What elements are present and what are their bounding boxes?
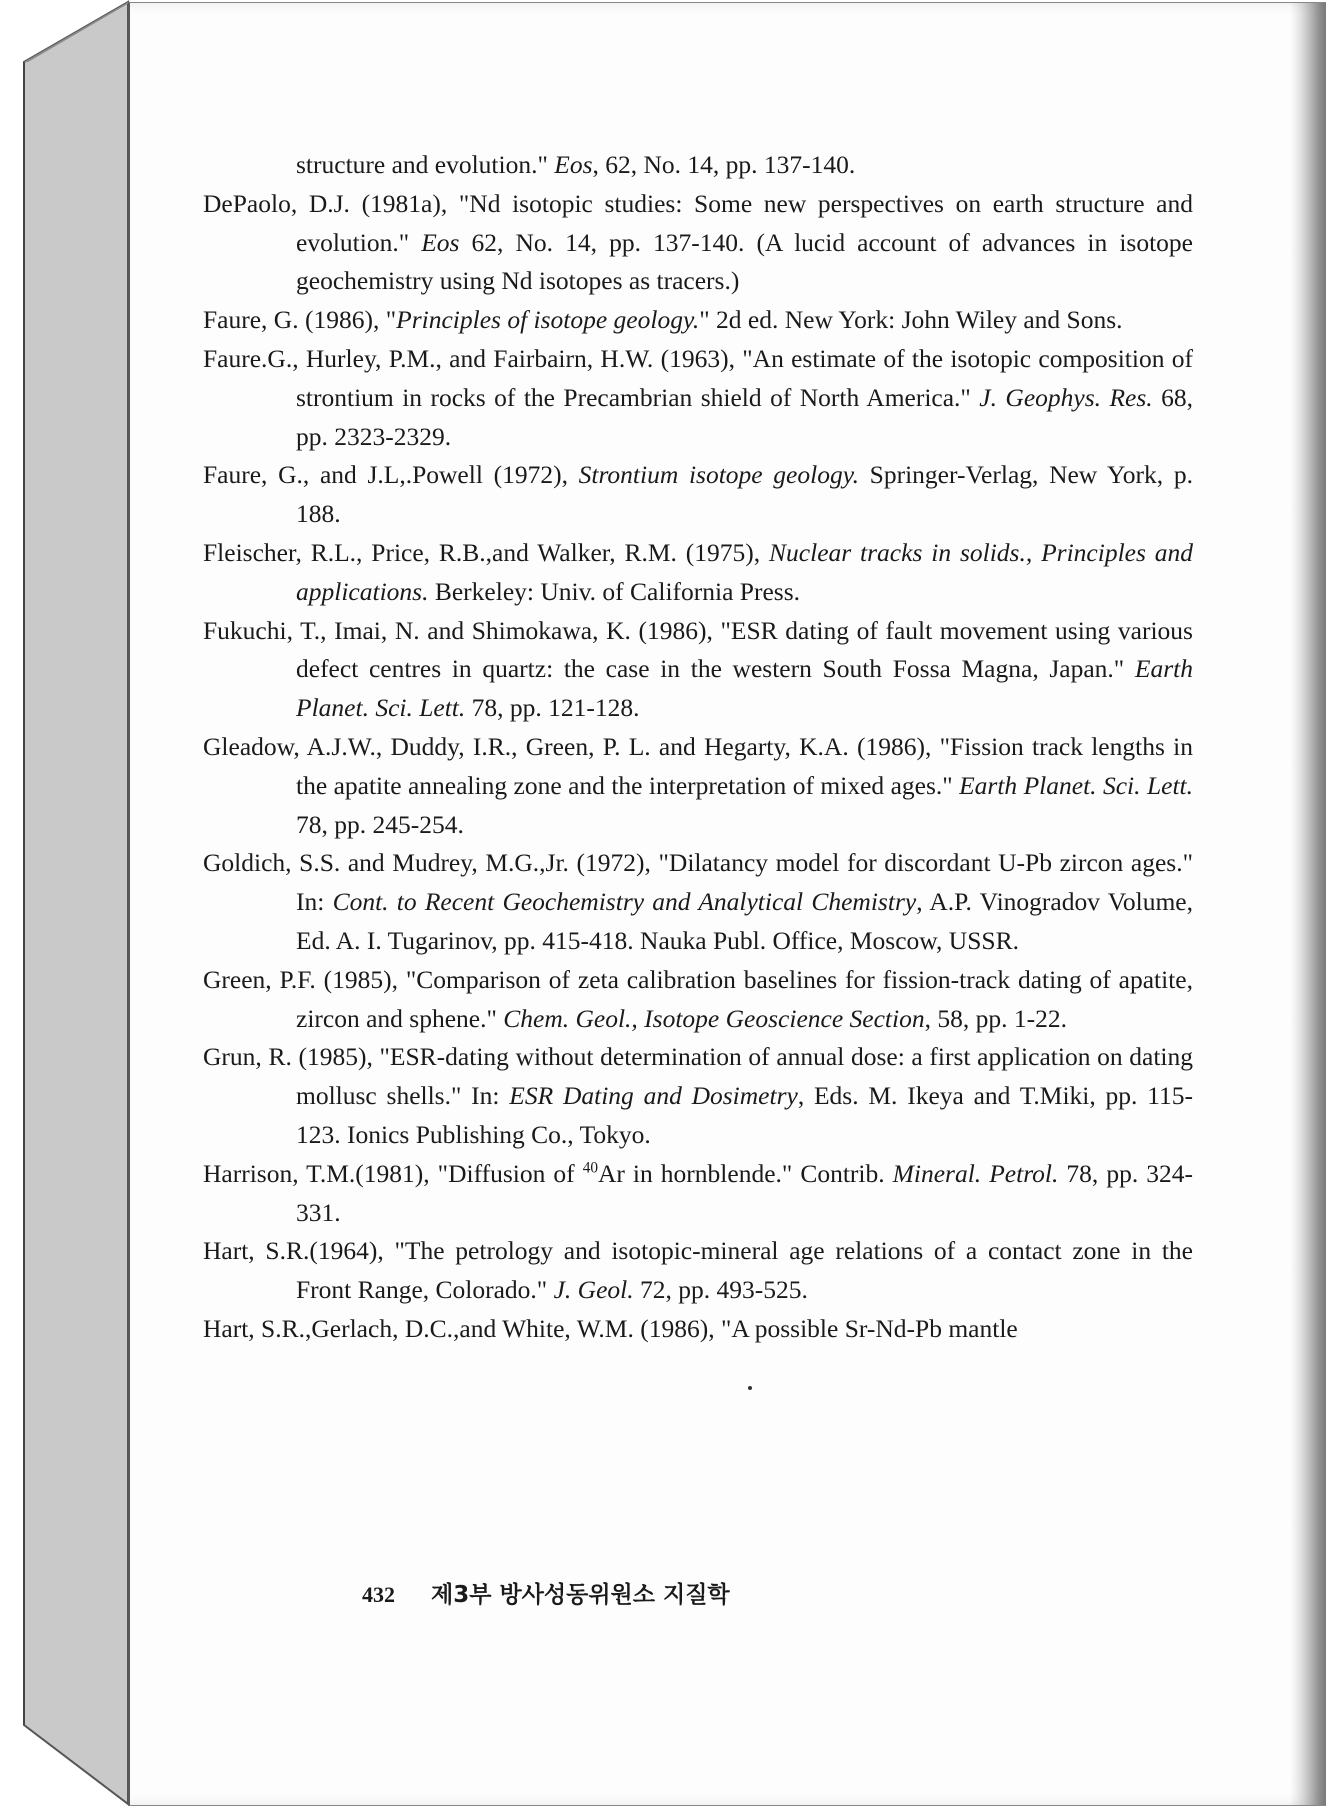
reference-text: Harrison, T.M.(1981), "Diffusion of bbox=[203, 1158, 583, 1188]
reference-text: 78, pp. 121-128. bbox=[465, 693, 640, 723]
italic-title: Mineral. Petrol. bbox=[892, 1158, 1059, 1188]
reference-text: Berkeley: Univ. of California Press. bbox=[428, 576, 801, 606]
reference-text: Hart, S.R.(1964), "The petrology and isotopic-mineral age relations of a contact zone in the Front Range, Colorado." bbox=[203, 1236, 1193, 1305]
reference-text: 78, pp. 324-331. bbox=[296, 1158, 1193, 1227]
italic-title: Nuclear tracks in solids., Principles and applications. bbox=[296, 537, 1194, 606]
reference-entry bbox=[203, 185, 1193, 301]
reference-text: Fukuchi, T., Imai, N. and Shimokawa, K. (1986), "ESR dating of fault movement using various defect centres in quartz: the case in the western South Fossa Magna, Japan." bbox=[203, 615, 1193, 684]
reference-text: , 58, pp. 1-22. bbox=[924, 1003, 1067, 1033]
reference-text: Faure, G., and J.L,.Powell (1972), bbox=[203, 460, 579, 490]
reference-text: Goldich, S.S. and Mudrey, M.G.,Jr. (1972), "Dilatancy model for discordant U-Pb zircon ages." In: bbox=[203, 848, 1193, 917]
reference-text: DePaolo, D.J. (1981a), "Nd isotopic studies: Some new perspectives on earth structure and evolution." bbox=[203, 188, 1193, 257]
italic-title: Eos bbox=[421, 227, 460, 257]
reference-text: Gleadow, A.J.W., Duddy, I.R., Green, P. L. and Hegarty, K.A. (1986), "Fission track lengths in the apatite annealing zone and the interpretation of mixed ages." bbox=[203, 731, 1193, 800]
page-gutter-shadow bbox=[1290, 3, 1326, 1805]
reference-entry bbox=[203, 1038, 1193, 1154]
reference-text: , Eds. M. Ikeya and T.Miki, pp. 115-123. Ionics Publishing Co., Tokyo. bbox=[296, 1081, 1193, 1149]
reference-entry bbox=[203, 612, 1193, 728]
reference-text: , 62, No. 14, pp. 137-140. bbox=[592, 150, 856, 179]
reference-entry bbox=[203, 340, 1193, 456]
reference-entry bbox=[203, 456, 1193, 534]
italic-title: J. Geol. bbox=[553, 1275, 634, 1305]
reference-text: " 2d ed. New York: John Wiley and Sons. bbox=[699, 305, 1123, 335]
reference-text: 62, No. 14, pp. 137-140. (A lucid account of advances in isotope geochemistry using Nd isotopes as tracers.) bbox=[296, 227, 1193, 296]
reference-text: Fleischer, R.L., Price, R.B.,and Walker, R.M. (1975), bbox=[203, 537, 770, 567]
reference-entry bbox=[203, 1155, 1193, 1233]
italic-title: Cont. to Recent Geochemistry and Analytical Chemistry bbox=[332, 887, 917, 917]
book-spine-edge bbox=[0, 0, 140, 1806]
page-footer bbox=[362, 1576, 730, 1609]
running-title: 제3부 방사성동위원소 지질학 bbox=[431, 1582, 730, 1608]
reference-entry bbox=[203, 534, 1193, 612]
superscript: 40 bbox=[582, 1159, 598, 1177]
reference-text: Hart, S.R.,Gerlach, D.C.,and White, W.M. (1986), "A possible Sr-Nd-Pb mantle bbox=[203, 1313, 1018, 1343]
reference-entry bbox=[203, 301, 1193, 340]
reference-text: Faure.G., Hurley, P.M., and Fairbairn, H.W. (1963), "An estimate of the isotopic composition of strontium in rocks of the Precambrian shield of North America." bbox=[203, 343, 1193, 412]
reference-entry bbox=[203, 1310, 1193, 1349]
reference-text: 68, pp. 2323-2329. bbox=[296, 382, 1193, 451]
italic-title: ESR Dating and Dosimetry bbox=[509, 1081, 798, 1111]
italic-title: Strontium isotope geology. bbox=[578, 460, 859, 490]
italic-title: Earth Planet. Sci. Lett. bbox=[296, 654, 1193, 723]
reference-text: Ar in hornblende." Contrib. bbox=[597, 1158, 893, 1188]
reference-list bbox=[203, 146, 1193, 1349]
reference-text: 78, pp. 245-254. bbox=[296, 809, 464, 839]
reference-text: Green, P.F. (1985), "Comparison of zeta calibration baselines for fission-track dating of apatite, zircon and sphene." bbox=[203, 964, 1193, 1033]
reference-text: Faure, G. (1986), " bbox=[203, 305, 397, 335]
italic-title: Eos bbox=[554, 150, 593, 179]
italic-title: Earth Planet. Sci. Lett. bbox=[959, 770, 1193, 800]
reference-entry bbox=[203, 961, 1193, 1039]
italic-title: Chem. Geol., Isotope Geoscience Section bbox=[503, 1003, 925, 1033]
reference-entry bbox=[203, 844, 1193, 960]
reference-entry bbox=[203, 1232, 1193, 1310]
reference-text: Grun, R. (1985), "ESR-dating without determination of annual dose: a first application on dating mollusc shells." In: bbox=[203, 1042, 1193, 1111]
page-number: 432 bbox=[362, 1582, 395, 1607]
reference-entry bbox=[203, 728, 1193, 844]
ink-speck bbox=[748, 1386, 752, 1390]
italic-title: Principles of isotope geology. bbox=[396, 305, 700, 335]
italic-title: J. Geophys. Res. bbox=[979, 382, 1153, 412]
reference-text: Springer-Verlag, New York, p. 188. bbox=[296, 460, 1193, 529]
reference-text: 72, pp. 493-525. bbox=[633, 1275, 808, 1305]
reference-continuation bbox=[203, 146, 1193, 185]
reference-text: , A.P. Vinogradov Volume, Ed. A. I. Tugarinov, pp. 415-418. Nauka Publ. Office, Moscow, USSR. bbox=[296, 887, 1193, 955]
reference-text: structure and evolution." bbox=[296, 150, 555, 179]
